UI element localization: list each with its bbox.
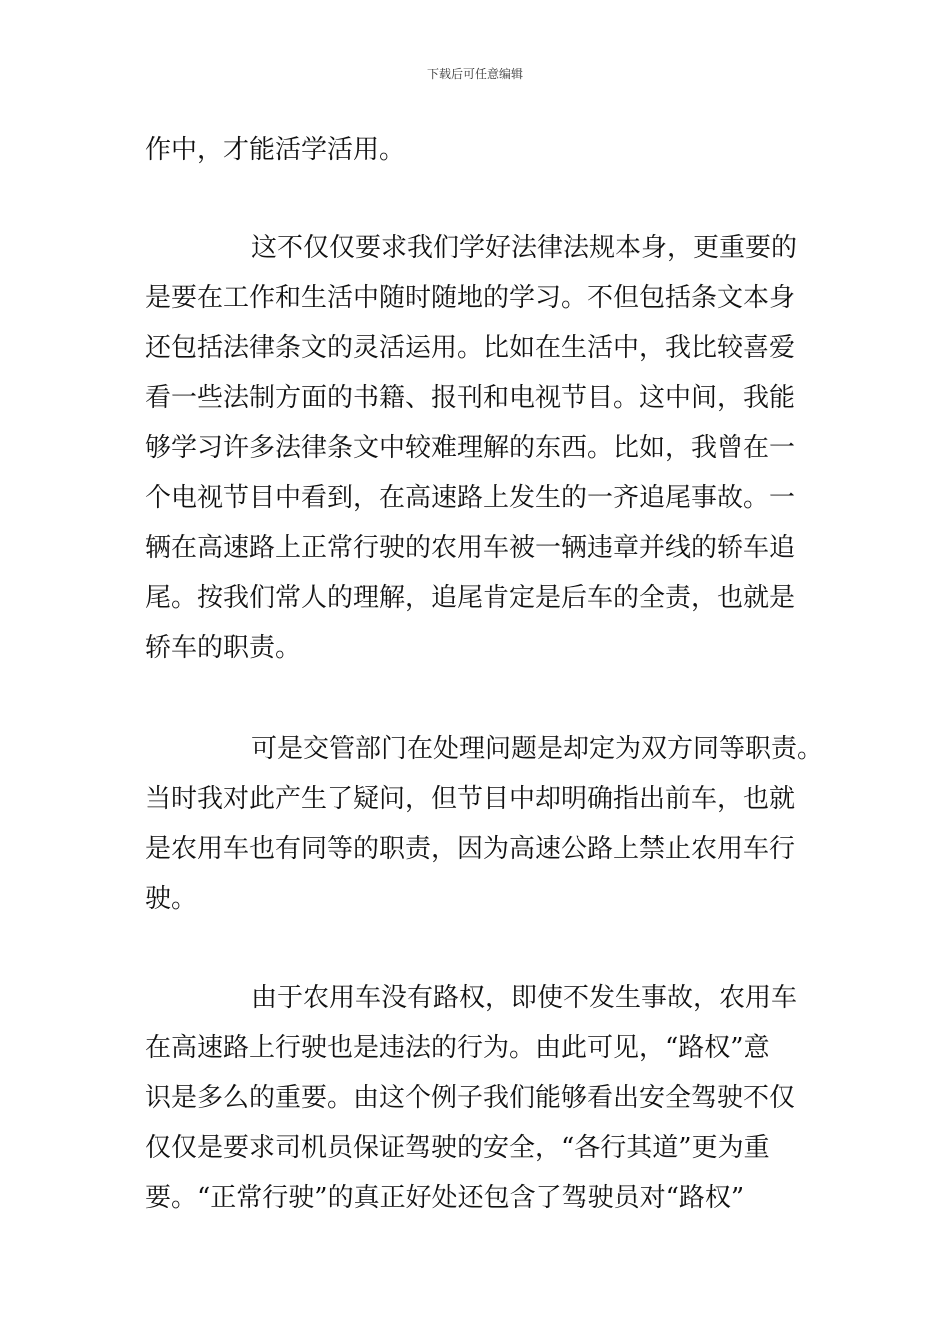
text-line: 是农用车也有同等的职责，因为高速公路上禁止农用车行 xyxy=(145,834,796,864)
paragraph-first-line: 这不仅仅要求我们学好法律法规本身，更重要的 xyxy=(251,233,798,263)
text-line: 辆在高速路上正常行驶的农用车被一辆违章并线的轿车追 xyxy=(145,533,796,563)
page-header: 下载后可任意编辑 xyxy=(426,67,523,81)
text-line: 识是多么的重要。由这个例子我们能够看出安全驾驶不仅 xyxy=(145,1083,796,1113)
text-line: 仅仅是要求司机员保证驾驶的安全，“各行其道”更为重 xyxy=(145,1133,770,1163)
text-line: 够学习许多法律条文中较难理解的东西。比如，我曾在一 xyxy=(145,433,796,463)
text-line: 尾。按我们常人的理解，追尾肯定是后车的全责，也就是 xyxy=(145,583,796,613)
text-line: 作中，才能活学活用。 xyxy=(145,135,406,165)
text-line: 还包括法律条文的灵活运用。比如在生活中，我比较喜爱 xyxy=(145,333,796,363)
text-line: 是要在工作和生活中随时随地的学习。不但包括条文本身 xyxy=(145,283,796,313)
text-line: 驶。 xyxy=(145,884,198,914)
paragraph-first-line: 可是交管部门在处理问题是却定为双方同等职责。 xyxy=(251,734,824,764)
text-line: 看一些法制方面的书籍、报刊和电视节目。这中间，我能 xyxy=(145,383,796,413)
text-line: 轿车的职责。 xyxy=(145,633,302,663)
text-line: 当时我对此产生了疑问，但节目中却明确指出前车，也就 xyxy=(145,784,796,814)
text-line: 在高速路上行驶也是违法的行为。由此可见，“路权”意 xyxy=(145,1033,770,1063)
text-line: 个电视节目中看到，在高速路上发生的一齐追尾事故。一 xyxy=(145,483,796,513)
text-line: 要。“正常行驶”的真正好处还包含了驾驶员对“路权” xyxy=(145,1183,745,1213)
paragraph-first-line: 由于农用车没有路权，即使不发生事故，农用车 xyxy=(251,983,798,1013)
